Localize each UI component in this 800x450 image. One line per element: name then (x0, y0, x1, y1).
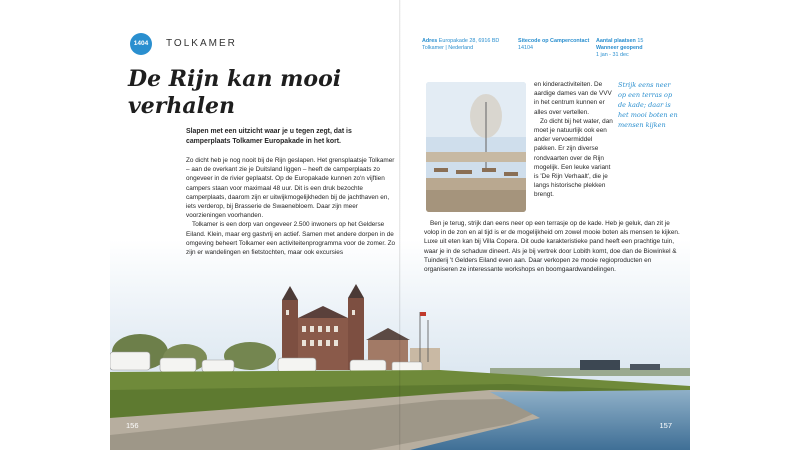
info-value: 1 jan - 31 dec (596, 52, 629, 58)
headline-line-2: verhalen (128, 93, 235, 119)
place-name: TOLKAMER (166, 38, 237, 49)
magazine-spread (110, 0, 690, 450)
right-page (400, 0, 690, 450)
info-label: Aantal plaatsen (596, 38, 636, 44)
info-capacity (596, 38, 676, 59)
location-number-badge: 1404 (130, 33, 152, 55)
body-paragraph: Ben je terug, strijk dan eens neer op een terrasje op de kade. Heb je geluk, dan zit je volop in de zon en al tijd is er de mogelijkheid om zowel mooie boten als mensen te kijken. Luxe uit eten kan bij Villa Copera. Dit oude karakteristieke pand heeft een prachtige tuin, waar je in de schaduw dineert. Als je bij vertrek door Lobith komt, doe dan de Biowinkel & Tuinderij 't Gelders Eiland even aan. Daar verkopen ze mooie regioproducten en organiseren ze interessante workshops en boomgaardwandelingen. (424, 220, 680, 274)
lead-paragraph: Slapen met een uitzicht waar je u tegen zegt, dat is camperplaats Tolkamer Europakade in het kort. (186, 128, 352, 145)
body-paragraph: Zo dicht heb je nog nooit bij de Rijn geslapen. Het grensplaatsje Tolkamer – aan de overkant zie je Duitsland liggen – heeft de camperplaats zo ongeveer in de rivier geplaatst. Op de Europakade kunnen zo'n vijftien campers staan voor maximaal 48 uur. Dit is een druk bezochte camperplaats, daarom zijn er uitwijkmogelijkheden bij de jachthaven en, iets verderop, bij Brasserie de Swaenebloem. Daar zijn meer voorzieningen voorhanden. (186, 157, 395, 220)
body-paragraph: Zo dicht bij het water, dan moet je natuurlijk ook een ander vervoermiddel pakken. Er zijn diverse rondvaarten over de Rijn mogelijk. Een leuke variant is 'De Rijn Verhaalt', die je langs historische plekken brengt. (534, 117, 613, 199)
article-body-left (186, 127, 398, 257)
headline-line-1: De Rijn kan mooi (128, 66, 342, 92)
info-label: Adres (422, 38, 438, 44)
info-label: Wanneer geopend (596, 45, 643, 51)
info-address (422, 38, 514, 52)
page-gutter (399, 0, 401, 450)
article-body-mid (534, 80, 616, 200)
body-paragraph: Tolkamer is een dorp van ongeveer 2.500 inwoners op het Gelderse Eiland. Klein, maar erg gastvrij en actief. Samen met andere dorpen in de omgeving beheert Tolkamer een activiteitenprogramma voor de zomer. Zo zijn er wandelingen en fietstochten, maar ook excursies (186, 221, 396, 257)
pull-quote: Strijk eens neer op een terras op de kade; daar is het mooi boten en mensen kijken (618, 81, 678, 129)
info-sitecode (518, 38, 590, 52)
info-value: 14104 (518, 45, 533, 51)
info-label: Sitecode op Campercontact (518, 38, 590, 44)
page-title (128, 66, 393, 120)
terrace-photo (426, 82, 526, 212)
page-number: 157 (659, 421, 672, 430)
left-page (110, 0, 400, 450)
info-value: Europakade 28, 6916 BD Tolkamer | Nederland (422, 38, 500, 51)
page-number: 156 (126, 421, 139, 430)
body-paragraph: en kinderactiviteiten. De aardige dames van de VVV in het centrum kunnen er alles over vertellen. (534, 81, 612, 116)
info-value: 15 (637, 38, 644, 44)
article-body-right (424, 219, 682, 274)
